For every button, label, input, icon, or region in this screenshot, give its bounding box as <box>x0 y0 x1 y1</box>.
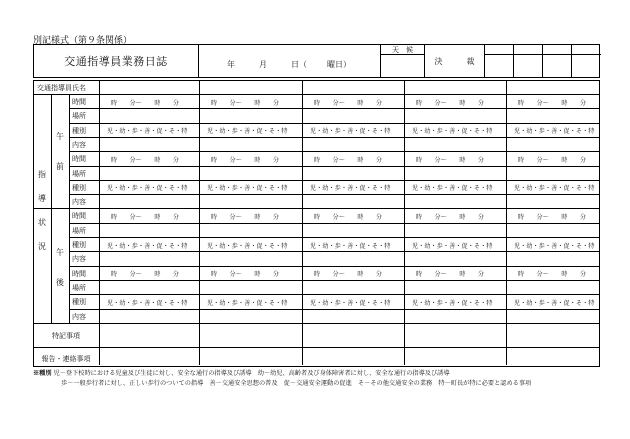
time-cell[interactable]: 時 分～ 時 分 <box>111 156 180 164</box>
time-cell[interactable]: 時 分～ 時 分 <box>518 99 587 107</box>
notes <box>33 369 531 389</box>
date-year: 年 <box>227 60 235 69</box>
type-cell[interactable]: 児・幼・歩・善・促・そ・特 <box>107 128 188 136</box>
approval-box-2[interactable] <box>514 45 543 77</box>
type-cell[interactable]: 児・幼・歩・善・促・そ・特 <box>310 185 391 193</box>
date-day: 日（ <box>291 60 307 69</box>
date-month: 月 <box>259 60 267 69</box>
time-cell[interactable]: 時 分～ 時 分 <box>416 271 485 279</box>
type-cell[interactable]: 児・幼・歩・善・促・そ・特 <box>412 185 493 193</box>
type-cell[interactable]: 児・幼・歩・善・促・そ・特 <box>310 128 391 136</box>
type-cell[interactable]: 児・幼・歩・善・促・そ・特 <box>207 128 288 136</box>
activity-grid <box>33 80 600 367</box>
row-label-場所: 場所 <box>72 169 86 178</box>
type-cell[interactable]: 児・幼・歩・善・促・そ・特 <box>514 299 595 307</box>
row-label-内容: 内容 <box>72 312 86 321</box>
section-label-2: 導 <box>38 194 46 203</box>
time-cell[interactable]: 時 分～ 時 分 <box>211 156 280 164</box>
time-cell[interactable]: 時 分～ 時 分 <box>111 271 180 279</box>
instructor-name-label: 交通指導員氏名 <box>37 84 86 92</box>
row-label-場所: 場所 <box>72 283 86 292</box>
type-cell[interactable]: 児・幼・歩・善・促・そ・特 <box>514 185 595 193</box>
type-cell[interactable]: 児・幼・歩・善・促・そ・特 <box>310 299 391 307</box>
time-cell[interactable]: 時 分～ 時 分 <box>518 213 587 221</box>
date-field[interactable] <box>199 45 381 77</box>
time-cell[interactable]: 時 分～ 時 分 <box>211 99 280 107</box>
time-cell[interactable]: 時 分～ 時 分 <box>416 99 485 107</box>
time-cell[interactable]: 時 分～ 時 分 <box>518 271 587 279</box>
section-label-3: 状 <box>38 218 46 227</box>
time-cell[interactable]: 時 分～ 時 分 <box>111 213 180 221</box>
notes-line-2: 歩－一般歩行者に対し、正しい歩行のついての指導 善－交通安全思想の普及 促－交通安全運動の促進 そ－その他交通安全の業務 特－町長が特に必要と認める事項 <box>61 380 532 387</box>
row-label-種別: 種別 <box>72 183 86 192</box>
type-cell[interactable]: 児・幼・歩・善・促・そ・特 <box>107 242 188 250</box>
row-label-場所: 場所 <box>72 112 86 121</box>
morning-label-2: 前 <box>56 162 64 171</box>
row-label-時間: 時間 <box>72 98 86 106</box>
type-cell[interactable]: 児・幼・歩・善・促・そ・特 <box>310 242 391 250</box>
type-cell[interactable]: 児・幼・歩・善・促・そ・特 <box>107 299 188 307</box>
type-cell[interactable]: 児・幼・歩・善・促・そ・特 <box>412 242 493 250</box>
row-label-時間: 時間 <box>72 155 86 164</box>
date-weekday: 曜日） <box>327 60 351 69</box>
form-label: 別記様式（第９条関係） <box>33 36 133 46</box>
approval-box-1[interactable] <box>485 45 514 77</box>
time-cell[interactable]: 時 分～ 時 分 <box>314 271 383 279</box>
time-cell[interactable]: 時 分～ 時 分 <box>416 213 485 221</box>
time-cell[interactable]: 時 分～ 時 分 <box>416 156 485 164</box>
time-cell[interactable]: 時 分～ 時 分 <box>211 271 280 279</box>
afternoon-label-1: 午 <box>56 248 64 257</box>
weather-label: 天 候 <box>381 45 424 55</box>
row-label-内容: 内容 <box>72 255 86 264</box>
row-label-種別: 種別 <box>72 298 86 307</box>
header-table <box>33 44 600 78</box>
row-label-時間: 時間 <box>72 212 86 221</box>
type-cell[interactable]: 児・幼・歩・善・促・そ・特 <box>412 128 493 136</box>
weather-field[interactable] <box>381 45 425 77</box>
time-cell[interactable]: 時 分～ 時 分 <box>518 156 587 164</box>
time-cell[interactable]: 時 分～ 時 分 <box>314 213 383 221</box>
afternoon-label-2: 後 <box>56 278 64 287</box>
morning-label-1: 午 <box>56 132 64 141</box>
type-cell[interactable]: 児・幼・歩・善・促・そ・特 <box>412 299 493 307</box>
special-notes-label: 特記事項 <box>52 332 80 340</box>
row-label-内容: 内容 <box>72 140 86 149</box>
section-label-4: 況 <box>38 242 46 251</box>
row-label-内容: 内容 <box>72 198 86 207</box>
approval-box-3[interactable] <box>543 45 572 77</box>
section-label-1: 指 <box>38 170 46 179</box>
row-label-時間: 時間 <box>72 269 86 278</box>
document-title: 交通指導員業務日誌 <box>34 45 199 77</box>
time-cell[interactable]: 時 分～ 時 分 <box>314 156 383 164</box>
approval-label: 決 裁 <box>425 45 485 77</box>
time-cell[interactable]: 時 分～ 時 分 <box>314 99 383 107</box>
row-label-種別: 種別 <box>72 241 86 249</box>
row-label-種別: 種別 <box>72 126 86 135</box>
type-cell[interactable]: 児・幼・歩・善・促・そ・特 <box>207 185 288 193</box>
approval-box-4[interactable] <box>572 45 601 77</box>
type-cell[interactable]: 児・幼・歩・善・促・そ・特 <box>514 242 595 250</box>
report-label: 報告・連絡事項 <box>41 355 91 363</box>
type-cell[interactable]: 児・幼・歩・善・促・そ・特 <box>207 242 288 250</box>
notes-line-1: 児－登下校時における児童及び生徒に対し、安全な通行の指導及び誘導 幼－幼児、高齢者及び身体障害者に対し、安全な通行の指導及び誘導 <box>53 370 450 377</box>
time-cell[interactable]: 時 分～ 時 分 <box>111 99 180 107</box>
type-cell[interactable]: 児・幼・歩・善・促・そ・特 <box>514 128 595 136</box>
time-cell[interactable]: 時 分～ 時 分 <box>211 213 280 221</box>
type-cell[interactable]: 児・幼・歩・善・促・そ・特 <box>107 185 188 193</box>
notes-prefix: ※種別 <box>33 370 52 377</box>
row-label-場所: 場所 <box>72 226 86 235</box>
type-cell[interactable]: 児・幼・歩・善・促・そ・特 <box>207 299 288 307</box>
